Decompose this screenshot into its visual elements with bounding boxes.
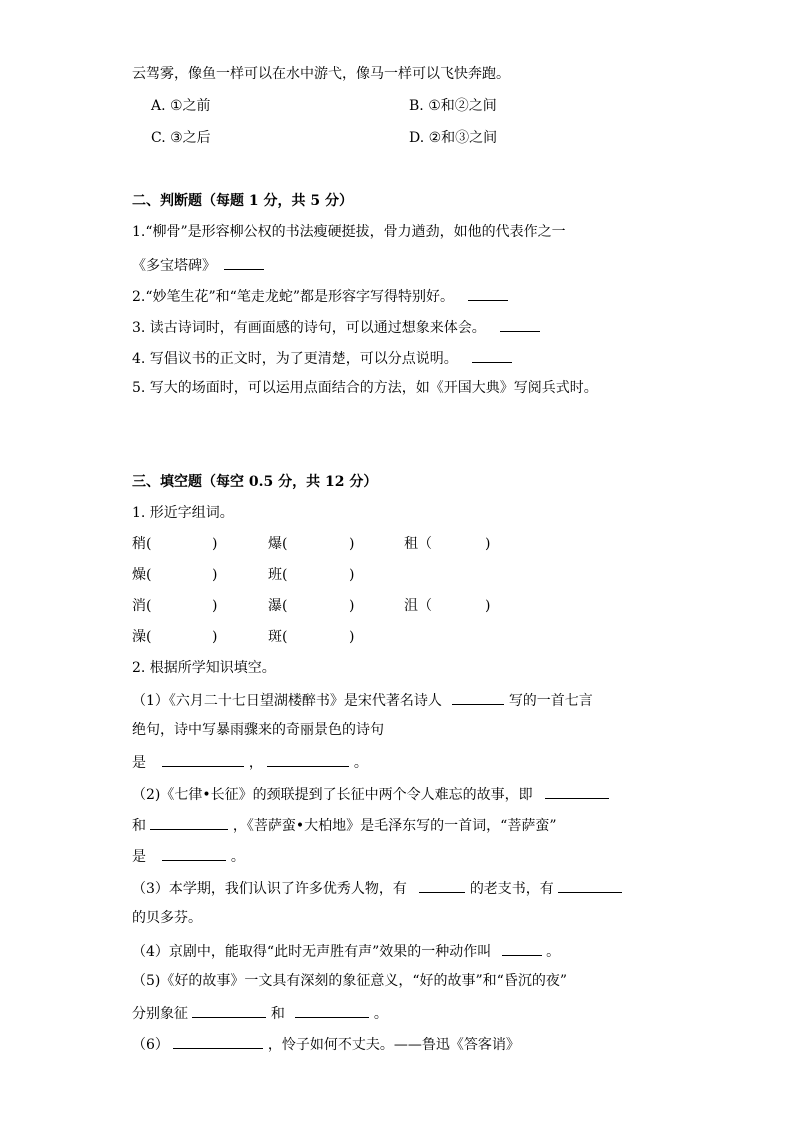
q1-label: 1. 形近字组词。 bbox=[132, 505, 234, 521]
period: 。 bbox=[546, 944, 561, 960]
char-cell-close: ) bbox=[349, 536, 355, 552]
judge-item-1-text: 《多宝塔碑》 bbox=[132, 258, 216, 274]
char-cell: 瀑( bbox=[268, 598, 288, 614]
option-b: B. ①和②之间 bbox=[409, 98, 497, 114]
char-cell-close: ) bbox=[212, 536, 218, 552]
judge-item-1-line2 bbox=[132, 254, 264, 276]
q2-part2-text-b: 和 bbox=[132, 818, 146, 834]
judge-item-3-text: 3. 读古诗词时，有画面感的诗句，可以通过想象来体会。 bbox=[132, 320, 486, 336]
symbol-blank-1[interactable] bbox=[192, 1002, 266, 1018]
judge-answer-2-blank[interactable] bbox=[468, 285, 508, 301]
q2-part6 bbox=[132, 1033, 520, 1055]
story-blank-1[interactable] bbox=[545, 783, 609, 799]
char-cell-close: ) bbox=[349, 567, 355, 583]
quote-blank[interactable] bbox=[173, 1033, 263, 1049]
q2-part2-text-a: （2)《七律•长征》的颈联提到了长征中两个令人难忘的故事，即 bbox=[132, 787, 533, 803]
q2-part1-text-d: 是 bbox=[132, 755, 146, 771]
story-blank-2[interactable] bbox=[150, 814, 228, 830]
judge-item-2-text: 2.“妙笔生花”和“笔走龙蛇”都是形容字写得特别好。 bbox=[132, 289, 454, 305]
q2-part3-text-a: （3）本学期，我们认识了许多优秀人物，有 bbox=[132, 881, 407, 897]
char-cell: 消( bbox=[132, 598, 152, 614]
carryover-text: 云驾雾，像鱼一样可以在水中游弋，像马一样可以飞快奔跑。 bbox=[132, 66, 510, 82]
q2-part5-line2 bbox=[132, 1002, 388, 1024]
person-blank-2[interactable] bbox=[558, 877, 622, 893]
char-cell: 沮（ bbox=[404, 598, 432, 614]
option-c: C. ③之后 bbox=[151, 130, 211, 146]
char-cell: 斑( bbox=[268, 629, 288, 645]
q2-part4-text: （4）京剧中，能取得“此时无声胜有声”效果的一种动作叫 bbox=[132, 944, 492, 960]
q2-part2-text-d: 是 bbox=[132, 849, 146, 865]
q2-part2-line1 bbox=[132, 783, 609, 805]
char-cell-close: ) bbox=[349, 629, 355, 645]
judge-item-1-line1: 1.“柳骨”是形容柳公权的书法瘦硬挺拔，骨力遒劲，如他的代表作之一 bbox=[132, 224, 566, 240]
poem-line-blank-2[interactable] bbox=[267, 751, 349, 767]
period: 。 bbox=[230, 849, 245, 865]
char-cell: 澡( bbox=[132, 629, 152, 645]
judge-answer-4-blank[interactable] bbox=[472, 347, 512, 363]
poet-blank[interactable] bbox=[452, 689, 504, 705]
char-cell: 爆( bbox=[268, 536, 288, 552]
q2-part2-text-c: ，《菩萨蛮•大柏地》是毛泽东写的一首词，“菩萨蛮” bbox=[232, 818, 557, 834]
q2-part1-text-a: （1）《六月二十七日望湖楼醉书》是宋代著名诗人 bbox=[132, 693, 442, 709]
person-blank-1[interactable] bbox=[419, 877, 465, 893]
char-cell-close: ) bbox=[212, 567, 218, 583]
char-cell-close: ) bbox=[485, 536, 491, 552]
judge-item-3 bbox=[132, 316, 540, 338]
q2-part1-text-b: 写的一首七言 bbox=[508, 693, 593, 709]
char-cell: 班( bbox=[268, 567, 288, 583]
q2-part2-line3 bbox=[132, 845, 245, 867]
q2-part5-text-c: 和 bbox=[270, 1006, 285, 1022]
q2-part2-line2 bbox=[132, 814, 556, 836]
char-cell: 稍( bbox=[132, 536, 152, 552]
char-cell-close: ) bbox=[485, 598, 491, 614]
q2-part6-text-a: （6） bbox=[132, 1037, 169, 1053]
q2-label: 2. 根据所学知识填空。 bbox=[132, 660, 276, 676]
opera-action-blank[interactable] bbox=[502, 940, 542, 956]
symbol-blank-2[interactable] bbox=[295, 1002, 369, 1018]
option-d: D. ②和③之间 bbox=[409, 130, 498, 146]
char-cell-close: ) bbox=[212, 598, 218, 614]
section3-title: 三、填空题（每空 0.5 分，共 12 分） bbox=[132, 474, 378, 490]
period: 。 bbox=[353, 755, 368, 771]
q2-part3-line2: 的贝多芬。 bbox=[132, 910, 202, 926]
q2-part6-text-b: ，怜子如何不丈夫。——鲁迅《答客诮》 bbox=[267, 1037, 520, 1053]
char-cell: 燥( bbox=[132, 567, 152, 583]
judge-item-4-text: 4. 写倡议书的正文时，为了更清楚，可以分点说明。 bbox=[132, 351, 458, 367]
period: 。 bbox=[373, 1006, 388, 1022]
q2-part4 bbox=[132, 940, 560, 962]
q2-part5-text-b: 分别象征 bbox=[132, 1006, 188, 1022]
q2-part1-line3 bbox=[132, 751, 368, 773]
option-a: A. ①之前 bbox=[151, 98, 211, 114]
char-cell: 租（ bbox=[404, 536, 432, 552]
judge-item-5: 5. 写大的场面时，可以运用点面结合的方法，如《开国大典》写阅兵式时。 bbox=[132, 380, 598, 396]
q2-part3-line1 bbox=[132, 877, 622, 899]
judge-answer-1-blank[interactable] bbox=[224, 254, 264, 270]
judge-answer-3-blank[interactable] bbox=[500, 316, 540, 332]
char-cell-close: ) bbox=[212, 629, 218, 645]
q2-part1-line1 bbox=[132, 689, 593, 711]
q2-part3-text-b: 的老支书，有 bbox=[469, 881, 554, 897]
q2-part5-line1: （5)《好的故事》一文具有深刻的象征意义，“好的故事”和“昏沉的夜” bbox=[132, 973, 567, 989]
char-cell-close: ) bbox=[349, 598, 355, 614]
section2-title: 二、判断题（每题 1 分，共 5 分） bbox=[132, 193, 353, 209]
judge-item-4 bbox=[132, 347, 512, 369]
comma: ， bbox=[248, 755, 263, 771]
cipai-blank[interactable] bbox=[162, 845, 226, 861]
poem-line-blank-1[interactable] bbox=[162, 751, 244, 767]
judge-item-2 bbox=[132, 285, 508, 307]
q2-part1-line2: 绝句，诗中写暴雨骤来的奇丽景色的诗句 bbox=[132, 722, 384, 738]
